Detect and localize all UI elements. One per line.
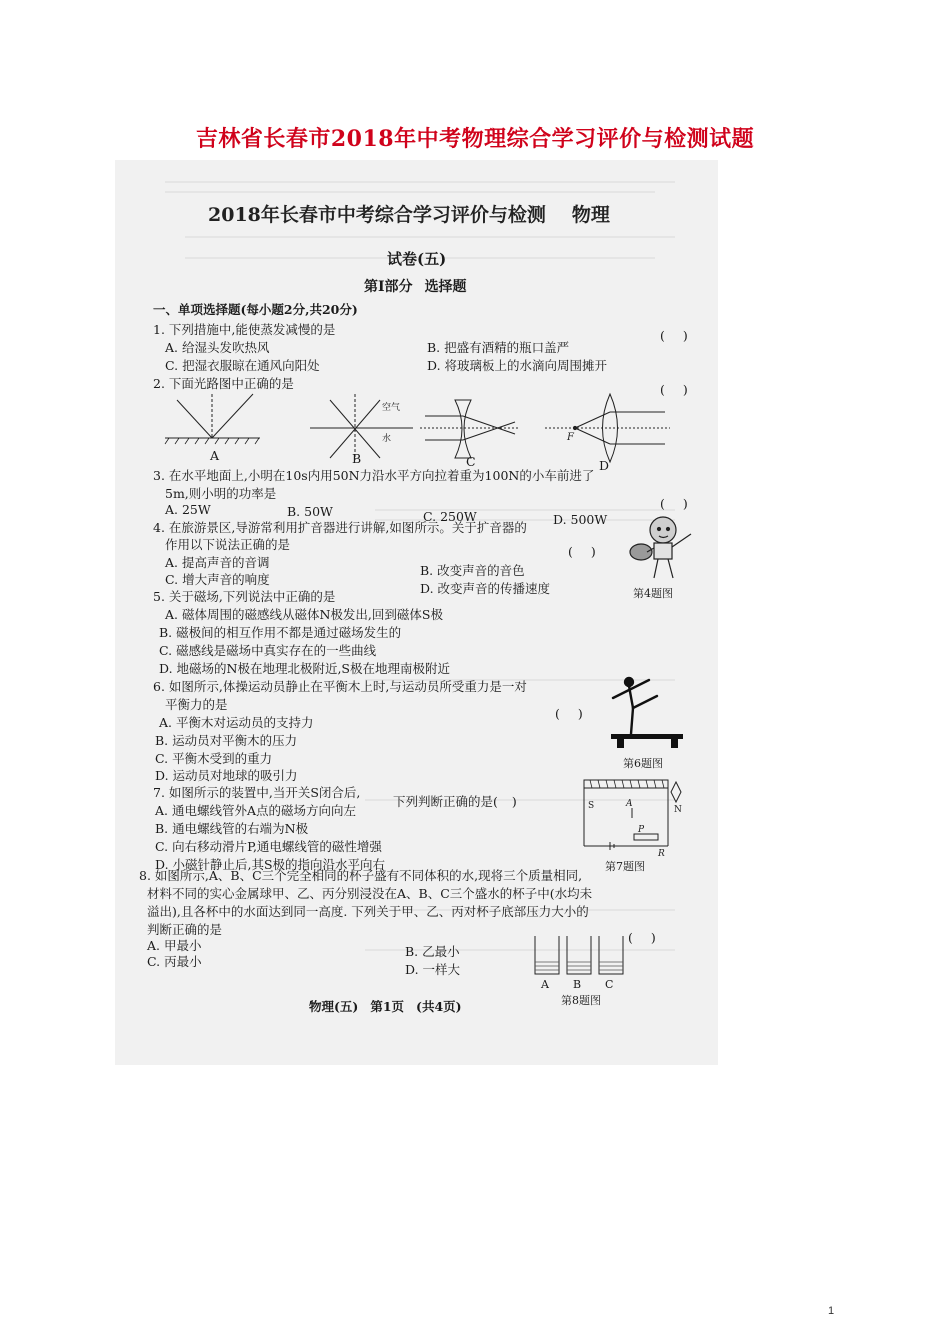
q8-option-b: B. 乙最小 [405,944,460,959]
q3-option-c: C. 250W [423,509,477,524]
q4-stem-line2: 作用以下说法正确的是 [165,537,291,552]
q4-answer-paren: () [568,544,614,559]
q7-option-a: A. 通电螺线管外A点的磁场方向向左 [155,803,357,818]
q5-option-b: B. 磁极间的相互作用不都是通过磁场发生的 [159,625,402,640]
q6-caption: 第6题图 [623,757,663,770]
q1-option-b: B. 把盛有酒精的瓶口盖严 [427,340,570,355]
q5-option-c: C. 磁感线是磁场中真实存在的一些曲线 [159,643,377,658]
q7-option-c: C. 向右移动滑片P,通电螺线管的磁性增强 [155,839,382,854]
q3-stem-line1: 3. 在水平地面上,小明在10s内用50N力沿水平方向拉着重为100N的小车前进了 [153,468,595,483]
q8-stem-line2: 材料不同的实心金属球甲、乙、丙分别浸没在A、B、C三个盛水的杯子中(水均未 [147,886,593,901]
q1-option-d: D. 将玻璃板上的水滴向周围摊开 [427,358,608,373]
q3-option-d: D. 500W [553,512,608,527]
q4-option-d: D. 改变声音的传播速度 [420,581,551,596]
scanned-exam-page [115,160,718,1065]
q6-option-c: C. 平衡木受到的重力 [155,751,273,766]
svg-text:S: S [588,801,595,811]
q1-stem: 1. 下列措施中,能使蒸发减慢的是 [153,322,336,337]
concave-lens-diagram-c [420,400,520,458]
q4-option-b: B. 改变声音的音色 [420,563,525,578]
q7-stem-line2: 下列判断正确的是( ) [393,794,517,809]
q6-gymnast-figure [591,672,691,752]
q1-option-c: C. 把湿衣服晾在通风向阳处 [165,358,320,373]
q6-option-a: A. 平衡木对运动员的支持力 [159,715,314,730]
convex-lens-diagram-d [545,394,670,462]
q2-label-b: B [352,451,362,466]
svg-text:P: P [638,825,645,835]
reflection-diagram-a [165,394,260,444]
q2-label-c: C [466,454,476,469]
q2-water-label: 水 [382,434,392,444]
q4-option-c: C. 增大声音的响度 [165,572,270,587]
paper-number: 试卷(五) [387,250,447,268]
q7-option-b: B. 通电螺线管的右端为N极 [155,821,309,836]
q1-answer-paren: () [660,328,706,343]
q8-stem-line1: 8. 如图所示,A、B、C三个完全相同的杯子盛有不同体积的水,现将三个质量相同, [139,868,583,883]
q7-stem-line1: 7. 如图所示的装置中,当开关S闭合后, [153,785,361,800]
q8-stem-line4: 判断正确的是 [147,922,223,937]
document-title: 吉林省长春市2018年中考物理综合学习评价与检测试题 [195,126,755,152]
q2-answer-paren: () [660,382,706,397]
svg-text:R: R [658,849,665,859]
q6-stem-line2: 平衡力的是 [165,697,228,712]
page-number: 1 [828,1305,835,1317]
section-heading: 一、单项选择题(每小题2分,共20分) [153,302,358,317]
q3-option-a: A. 25W [165,502,211,517]
q8-caption: 第8题图 [561,994,601,1007]
q2-air-label: 空气 [382,403,401,413]
q2-light-path-diagrams [155,388,675,470]
q2-label-d: D [599,458,610,473]
q4-caption: 第4题图 [633,587,673,600]
q8-three-cups-figure [533,930,629,982]
q8-cup-label-a: A [541,978,549,991]
q8-stem-line3: 溢出),且各杯中的水面达到同一高度. 下列关于甲、乙、丙对杯子底部压力大小的 [147,904,589,919]
q4-option-a: A. 提高声音的音调 [165,555,270,570]
q3-answer-paren: () [660,496,706,511]
q3-stem-line2: 5m,则小明的功率是 [165,486,277,501]
q2-stem: 2. 下面光路图中正确的是 [153,376,294,391]
q8-option-a: A. 甲最小 [147,938,202,953]
q8-answer-paren: () [628,930,674,945]
q6-option-d: D. 运动员对地球的吸引力 [155,768,298,783]
svg-text:A: A [626,799,633,809]
q7-caption: 第7题图 [605,860,645,873]
page-footer: 物理(五) 第1页 (共4页) [309,999,462,1014]
q3-option-b: B. 50W [287,504,333,519]
q4-tour-guide-figure [623,512,703,588]
q4-stem-line1: 4. 在旅游景区,导游常利用扩音器进行讲解,如图所示。关于扩音器的 [153,520,527,535]
q5-option-a: A. 磁体周围的磁感线从磁体N极发出,回到磁体S极 [165,607,443,622]
q1-option-a: A. 给湿头发吹热风 [165,340,270,355]
q7-solenoid-circuit-figure [570,772,690,864]
q6-option-b: B. 运动员对平衡木的压力 [155,733,298,748]
q5-stem: 5. 关于磁场,下列说法中正确的是 [153,589,336,604]
q8-cup-label-b: B [573,978,582,991]
q5-option-d: D. 地磁场的N极在地理北极附近,S极在地理南极附近 [159,661,450,676]
q2-label-a: A [210,448,220,463]
q8-option-c: C. 丙最小 [147,954,202,969]
q8-option-d: D. 一样大 [405,962,461,977]
q7-option-d: D. 小磁针静止后,其S极的指向沿水平向右 [155,857,386,872]
q6-answer-paren: () [555,706,601,721]
paper-title: 2018年长春市中考综合学习评价与检测 物理 [208,204,610,226]
q6-stem-line1: 6. 如图所示,体操运动员静止在平衡木上时,与运动员所受重力是一对 [153,679,527,694]
part-heading: 第Ⅰ部分 选择题 [364,279,467,295]
svg-text:N: N [674,805,682,815]
q8-cup-label-c: C [605,978,614,991]
q2-focus-label: F [567,432,574,443]
